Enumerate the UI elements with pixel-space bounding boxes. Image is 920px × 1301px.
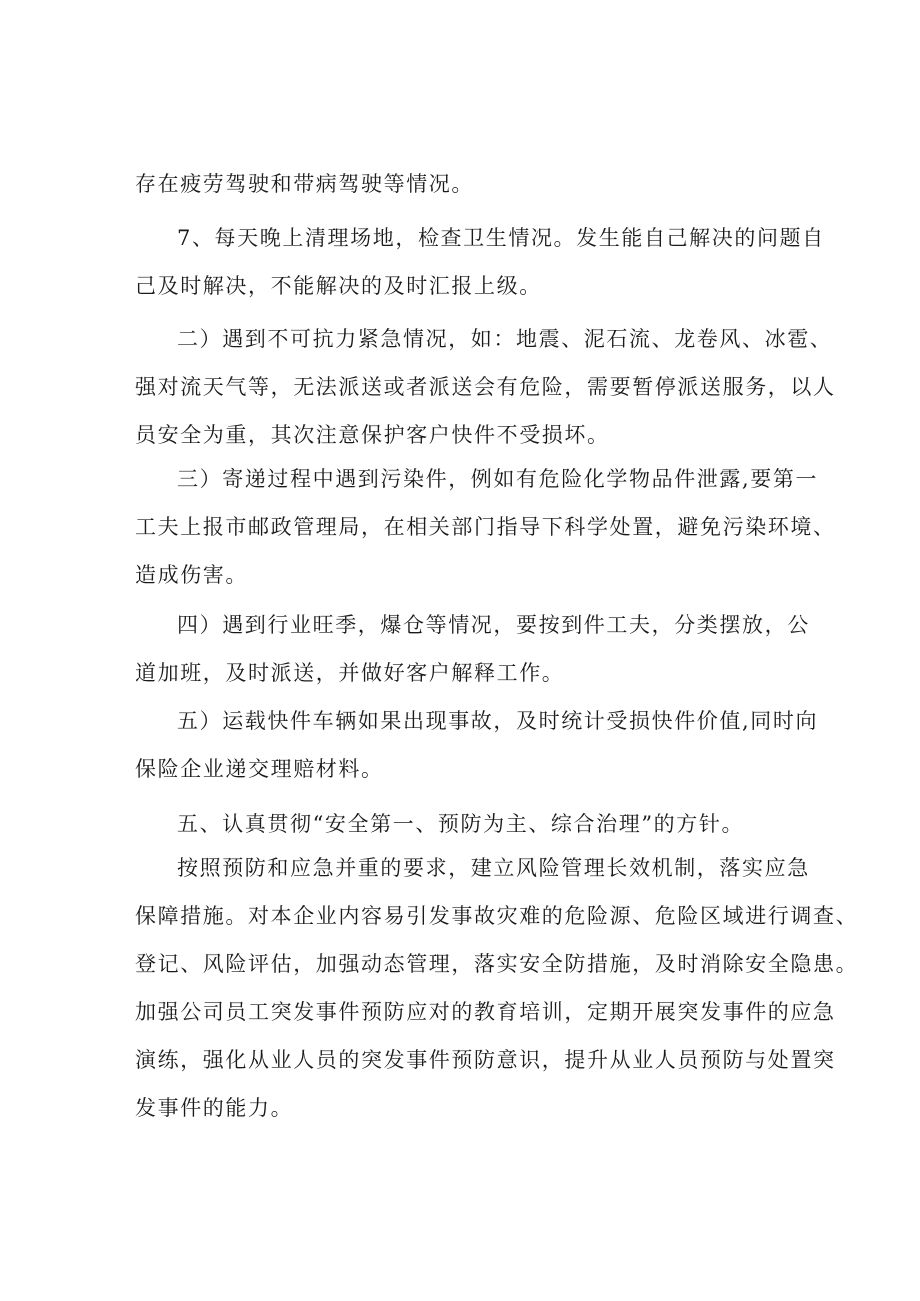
paragraph-safety-policy bbox=[135, 800, 807, 848]
paragraph-peak-season bbox=[135, 601, 810, 697]
text-line: 保障措施。对本企业内容易引发事故灾难的危险源、危险区域进行调查、 bbox=[135, 904, 859, 928]
paragraph-vehicle-accident bbox=[135, 697, 819, 793]
text-line: 员安全为重，其次注意保护客户快件不受损坏。 bbox=[135, 423, 610, 447]
text-line: 保险企业递交理赔材料。 bbox=[135, 757, 384, 781]
text-line: 己及时解决，不能解决的及时汇报上级。 bbox=[135, 274, 542, 298]
paragraph-fatigue-driving bbox=[135, 160, 807, 208]
text-line: 三）寄递过程中遇到污染件，例如有危险化学物品件泄露,要第一 bbox=[177, 467, 819, 491]
paragraph-item-7 bbox=[135, 214, 825, 310]
text-line: 道加班，及时派送，并做好客户解释工作。 bbox=[135, 661, 565, 685]
text-line: 造成伤害。 bbox=[135, 563, 248, 587]
text-line: 工夫上报市邮政管理局，在相关部门指导下科学处置，避免污染环境、 bbox=[135, 515, 836, 539]
text-line: 发事件的能力。 bbox=[135, 1096, 294, 1120]
text-line: 五）运载快件车辆如果出现事故，及时统计受损快件价值,同时向 bbox=[177, 709, 819, 733]
paragraph-risk-management bbox=[135, 844, 859, 1132]
text-line: 登记、风险评估，加强动态管理，落实安全防措施，及时消除安全隐患。 bbox=[135, 952, 859, 976]
text-line: 演练，强化从业人员的突发事件预防意识，提升从业人员预防与处置突 bbox=[135, 1048, 836, 1072]
text-line: 强对流天气等，无法派送或者派送会有危险，需要暂停派送服务，以人 bbox=[135, 375, 836, 399]
text-line: 7、每天晚上清理场地，检查卫生情况。发生能自己解决的问题自 bbox=[177, 226, 825, 250]
paragraph-force-majeure bbox=[135, 315, 836, 459]
paragraph-contaminated-items bbox=[135, 455, 836, 599]
text-line: 按照预防和应急并重的要求，建立风险管理长效机制，落实应急 bbox=[177, 856, 810, 880]
text-line: 加强公司员工突发事件预防应对的教育培训，定期开展突发事件的应急 bbox=[135, 1000, 836, 1024]
text-line: 五、认真贯彻“安全第一、预防为主、综合治理”的方针。 bbox=[177, 812, 745, 836]
text-line: 存在疲劳驾驶和带病驾驶等情况。 bbox=[135, 172, 474, 196]
text-line: 二）遇到不可抗力紧急情况，如：地震、泥石流、龙卷风、冰雹、 bbox=[177, 327, 833, 351]
text-line: 四）遇到行业旺季，爆仓等情况，要按到件工夫，分类摆放，公 bbox=[177, 613, 810, 637]
